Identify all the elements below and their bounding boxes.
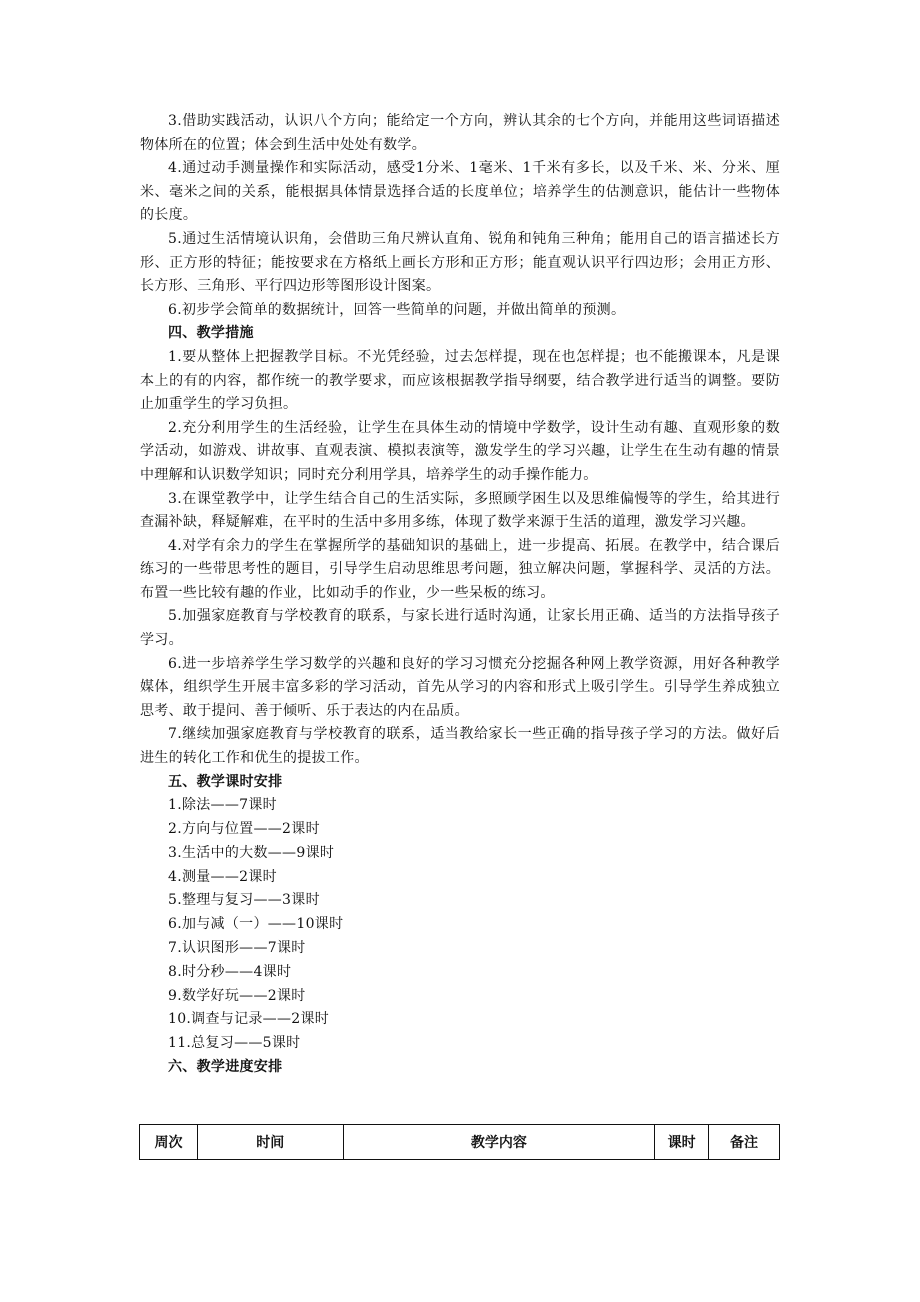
list-item: 9.数学好玩——2课时 — [168, 987, 306, 1004]
list-item: 4.测量——2课时 — [168, 868, 277, 885]
column-header-content: 教学内容 — [343, 1125, 654, 1160]
hours-list — [140, 794, 780, 1056]
goal-paragraph-3: 3.借助实践活动，认识八个方向；能给定一个方向，辨认其余的七个方向，并能用这些词语描述物体所在的位置；体会到生活中处处有数学。 — [140, 113, 780, 153]
list-item: 10.调查与记录——2课时 — [168, 1011, 330, 1028]
goal-paragraph-6: 6.初步学会简单的数据统计，回答一些简单的问题，并做出简单的预测。 — [168, 301, 626, 318]
list-item: 1.除法——7课时 — [168, 797, 277, 814]
column-header-notes: 备注 — [709, 1125, 780, 1160]
list-item: 7.认识图形——7课时 — [168, 940, 306, 956]
document-body — [140, 110, 780, 1080]
measure-paragraph-1: 1.要从整体上把握教学目标。不光凭经验，过去怎样提，现在也怎样提；也不能搬课本，凡是课本上的有的内容，都作统一的教学要求，而应该根据教学指导纲要，结合教学进行适当的调整。要防止加重学生的学习负担。 — [140, 348, 780, 413]
measure-paragraph-7: 7.继续加强家庭教育与学校教育的联系，适当教给家长一些正确的指导孩子学习的方法。做好后进生的转化工作和优生的提拔工作。 — [140, 726, 780, 767]
progress-table — [139, 1124, 780, 1160]
goal-paragraph-4: 4.通过动手测量操作和实际活动，感受1分米、1毫米、1千米有多长，以及千米、米、分米、厘米、毫米之间的关系，能根据具体情景选择合适的长度单位；培养学生的估测意识，能估计一些物体的长度。 — [140, 160, 780, 224]
measure-paragraph-2: 2.充分利用学生的生活经验，让学生在具体生动的情境中学数学，设计生动有趣、直观形象的数学活动，如游戏、讲故事、直观表演、模拟表演等，激发学生的学习兴趣，让学生在生动有趣的情景中理解和认识数学知识；同时充分利用学具，培养学生的动手操作能力。 — [140, 419, 780, 483]
list-item: 5.整理与复习——3课时 — [168, 892, 320, 909]
list-item: 2.方向与位置——2课时 — [168, 821, 320, 838]
list-item: 6.加与减（一）——10课时 — [168, 916, 344, 933]
measure-paragraph-3: 3.在课堂教学中，让学生结合自己的生活实际，多照顾学困生以及思维偏慢等的学生，给其进行查漏补缺，释疑解难，在平时的生活中多用多练，体现了数学来源于生活的道理，激发学习兴趣。 — [140, 490, 780, 531]
measure-paragraph-5: 5.加强家庭教育与学校教育的联系，与家长进行适时沟通，让家长用正确、适当的方法指导孩子学习。 — [140, 608, 780, 649]
list-item: 3.生活中的大数——9课时 — [168, 844, 335, 861]
goal-paragraph-5: 5.通过生活情境认识角，会借助三角尺辨认直角、锐角和钝角三种角；能用自己的语言描述长方形、正方形的特征；能按要求在方格纸上画长方形和正方形；能直观认识平行四边形；会用正方形、长方形、三角形、平行四边形等图形设计图案。 — [140, 230, 780, 295]
table-header-row — [140, 1125, 780, 1160]
list-item: 8.时分秒——4课时 — [168, 963, 292, 980]
column-header-time: 时间 — [197, 1125, 343, 1160]
section-heading-progress: 六、教学进度安排 — [168, 1058, 283, 1075]
column-header-week: 周次 — [140, 1125, 198, 1160]
section-heading-hours: 五、教学课时安排 — [168, 773, 283, 790]
column-header-hours: 课时 — [655, 1125, 709, 1160]
list-item: 11.总复习——5课时 — [168, 1035, 301, 1052]
measure-paragraph-6: 6.进一步培养学生学习数学的兴趣和良好的学习习惯充分挖掘各种网上教学资源，用好各种教学媒体，组织学生开展丰富多彩的学习活动，首先从学习的内容和形式上吸引学生。引导学生养成独立思考、敢于提问、善于倾听、乐于表达的内在品质。 — [140, 655, 780, 719]
section-heading-measures: 四、教学措施 — [168, 325, 254, 342]
measure-paragraph-4: 4.对学有余力的学生在掌握所学的基础知识的基础上，进一步提高、拓展。在教学中，结合课后练习的一些带思考性的题目，引导学生启动思维思考问题，独立解决问题，掌握科学、灵活的方法。布置一些比较有趣的作业，比如动手的作业，少一些呆板的练习。 — [140, 537, 780, 601]
